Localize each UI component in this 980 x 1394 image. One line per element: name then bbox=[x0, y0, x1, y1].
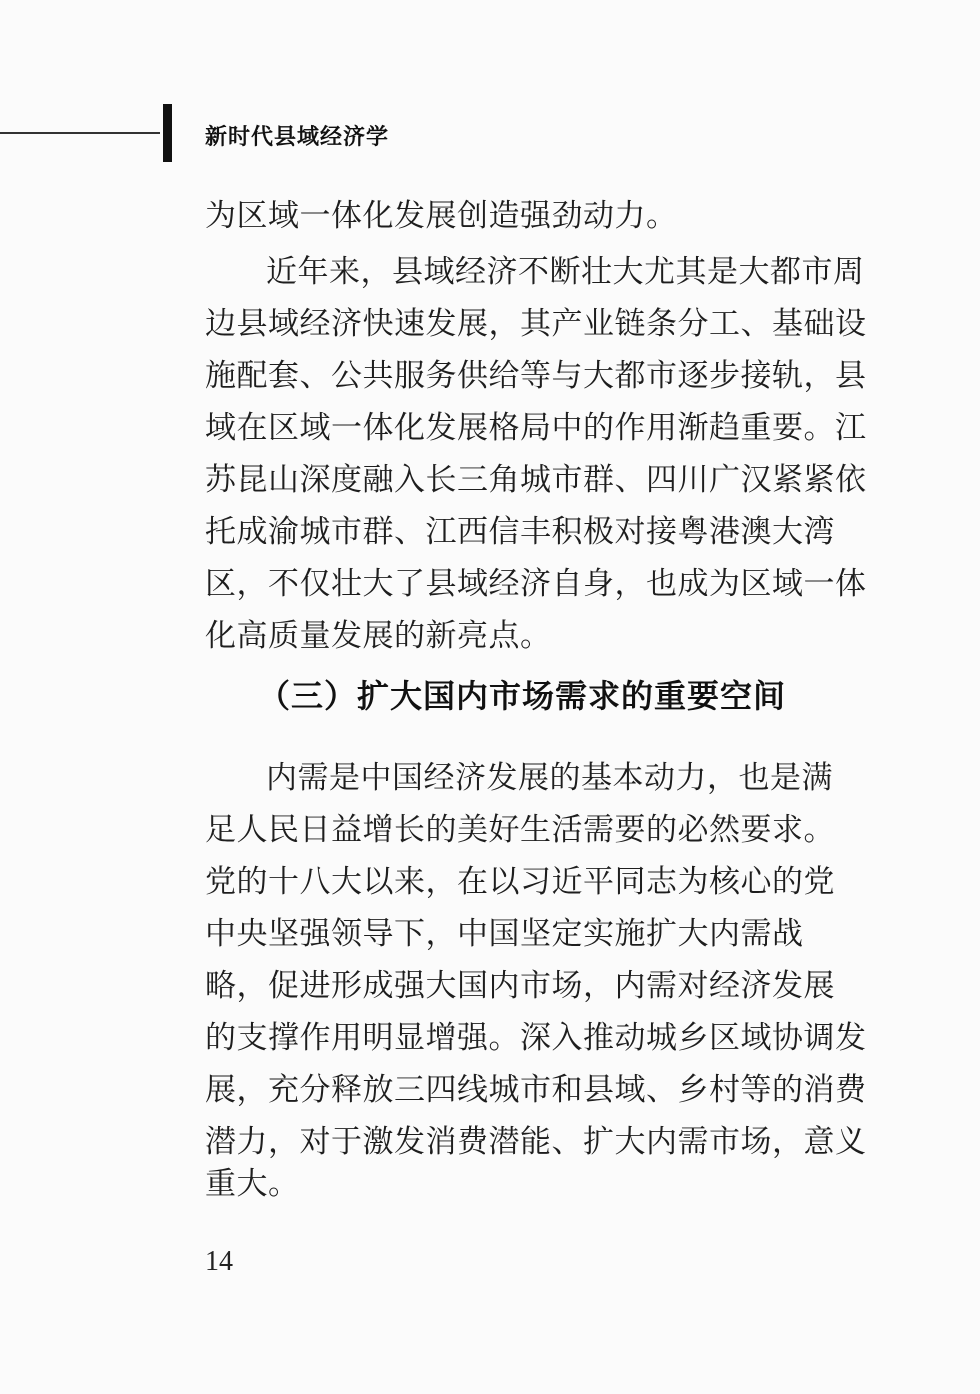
running-header-title: 新时代县域经济学 bbox=[205, 125, 390, 150]
body-line: 域在区域一体化发展格局中的作用渐趋重要。江 bbox=[205, 410, 867, 446]
body-line: 苏昆山深度融入长三角城市群、四川广汉紧紧依 bbox=[205, 462, 867, 498]
header-bar bbox=[163, 104, 172, 162]
body-line: 近年来，县域经济不断壮大尤其是大都市周 bbox=[266, 254, 865, 290]
body-line: 展，充分释放三四线城市和县域、乡村等的消费 bbox=[205, 1072, 867, 1108]
section-heading: （三）扩大国内市场需求的重要空间 bbox=[258, 677, 787, 715]
header-rule bbox=[0, 132, 160, 134]
body-line: 重大。 bbox=[205, 1166, 300, 1202]
body-line: 区，不仅壮大了县域经济自身，也成为区域一体 bbox=[205, 566, 867, 602]
body-line: 边县域经济快速发展，其产业链条分工、基础设 bbox=[205, 306, 867, 342]
body-line: 中央坚强领导下，中国坚定实施扩大内需战 bbox=[205, 916, 804, 952]
body-line: 为区域一体化发展创造强劲动力。 bbox=[205, 198, 678, 234]
page-number: 14 bbox=[205, 1246, 233, 1277]
body-line: 党的十八大以来，在以习近平同志为核心的党 bbox=[205, 864, 835, 900]
body-line: 的支撑作用明显增强。深入推动城乡区域协调发 bbox=[205, 1020, 867, 1056]
body-line: 略，促进形成强大国内市场，内需对经济发展 bbox=[205, 968, 835, 1004]
body-line: 内需是中国经济发展的基本动力，也是满 bbox=[266, 760, 833, 796]
body-line: 潜力，对于激发消费潜能、扩大内需市场，意义 bbox=[205, 1124, 867, 1160]
body-line: 化高质量发展的新亮点。 bbox=[205, 618, 552, 654]
body-line: 施配套、公共服务供给等与大都市逐步接轨，县 bbox=[205, 358, 867, 394]
body-line: 足人民日益增长的美好生活需要的必然要求。 bbox=[205, 812, 835, 848]
body-line: 托成渝城市群、江西信丰积极对接粤港澳大湾 bbox=[205, 514, 835, 550]
